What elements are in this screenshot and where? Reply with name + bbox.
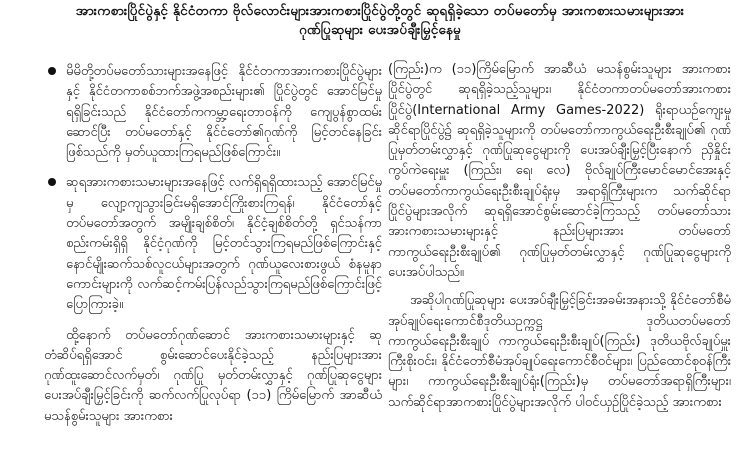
body-paragraph: (ကြည်း)က (၁၁)ကြိမ်မြောက် အာဆီယံ မသန်စွမ်းသူများ အားကစားပြိုင်ပွဲတွင် ဆုရရှိခဲ့သည့်သူများ၊ နိုင်ငံတကာတပ်မတော်အားကစားပြိုင်ပွဲ(International Army Games-2022) ရိုးရာယဉ်ကျေးမှုဆိုင်ရာပြိုင်ပွဲ၌ ဆုရရှိခဲ့သူများကို တပ်မတော်ကာကွယ်ရေးဦးစီးချုပ်၏ ဂုဏ်ပြုမှတ်တမ်းလွှာနှင့် ဂုဏ်ပြုဆုငွေများကို ပေးအပ်ချီးမြှင့်ပြီးနောက် ညှိနှိုင်းကွပ်ကဲရေးမှူး (ကြည်း၊ ရေ၊ လေ) ဗိုလ်ချုပ်ကြီးမောင်မောင်အေးနှင့် တပ်မတော်ကာကွယ်ရေးဦးစီးချုပ်ရုံးမှ အရာရှိကြီးများက သက်ဆိုင်ရာပြိုင်ပွဲများအလိုက် ဆုရရှိအောင်စွမ်းဆောင်ခဲ့ကြသည့် တပ်မတော်သား အားကစားသမားများနှင့် နည်းပြများအား တပ်မတော်ကာကွယ်ရေးဦးစီးချုပ်၏ ဂုဏ်ပြုမှတ်တမ်းလွှာနှင့် ဂုဏ်ပြုဆုငွေများကို ပေးအပ်ပါသည်။ <box>388 62 731 280</box>
bullet-text: မိမိတို့တပ်မတော်သားများအနေဖြင့် နိုင်ငံတကာအားကစားပြိုင်ပွဲများနှင့် နိုင်ငံတကာစစ်ဘက်အဖွဲ့အစည်းများ၏ ပြိုင်ပွဲတွင် အောင်မြင်မှုရရှိခြင်းသည် နိုင်ငံတော်ကကမ္ဘာ့ရေးတာဝန်ကို ကျေပွန်စွာထမ်းဆောင်ပြီး တပ်မတော်နှင့် နိုင်ငံတော်၏ဂုဏ်ကို မြင့်တင်နေခြင်းဖြစ်သည်ကို မှတ်ယူထားကြရမည်ဖြစ်ကြောင်း။ <box>66 64 382 161</box>
bullet-text: ဆုရအားကစားသမားများအနေဖြင့် လက်ရှိရရှိထားသည့် အောင်မြင်မှုမှ လျော့ကျသွားခြင်းမရှိအောင်ကြိုးစားကြရန်၊ နိုင်ငံတော်နှင့်တပ်မတော်အတွက် အမျိုးချစ်စိတ်၊ နိုင်ငံ့ချစ်စိတ်တို့ ရှင်သန်ကာစည်းကမ်းရှိရှိ နိုင်ငံ့ဂုဏ်ကို မြင့်တင်သွားကြရမည်ဖြစ်ကြောင်းနှင့် နောင်မျိုးဆက်သစ်လူငယ်များအတွက် ဂုဏ်ယူလေးစားဖွယ် စံနမူနာကောင်းများကို လက်ဆင့်ကမ်းပြန်လည်သွားကြရမည်ဖြစ်ကြောင်းဖြင့် ပြောကြားခဲ့။ <box>66 175 382 313</box>
article-headline <box>40 2 720 40</box>
left-column <box>44 62 382 435</box>
bullet-dot-icon <box>48 178 56 186</box>
headline-line-2: ဂုဏ်ပြုဆုများ ပေးအပ်ချီးမြှင့်နေမှု <box>299 22 461 38</box>
bullet-item <box>44 62 382 163</box>
bullet-item <box>44 173 382 315</box>
body-paragraph: ထို့နောက် တပ်မတော်ဂုဏ်ဆောင် အားကစားသမားများနှင့် ဆုတံဆိပ်ရရှိအောင် စွမ်းဆောင်ပေးနိုင်ခဲ့သည့် နည်းပြများအား ဂုဏ်ထူးဆောင်လက်မှတ်၊ ဂုဏ်ပြု မှတ်တမ်းလွှာနှင့် ဂုဏ်ပြုဆုငွေများ ပေးအပ်ချီးမြှင့်ခြင်းကို ဆက်လက်ပြုလုပ်ရာ (၁၁) ကြိမ်မြောက် အာဆီယံ မသန်စွမ်းသူများ အားကစား <box>44 327 382 424</box>
headline-line-1: အားကစားပြိုင်ပွဲနှင့် နိုင်ငံတကာ ဗိုလ်လောင်းများအားကစားပြိုင်ပွဲတို့တွင် ဆုရရှိခဲ့သော တပ်မတော်မှ အားကစားသမားများအား <box>75 3 685 19</box>
bullet-dot-icon <box>48 67 56 75</box>
body-paragraph: အဆိုပါဂုဏ်ပြုဆုများ ပေးအပ်ချီးမြှင့်ခြင်းအခမ်းအနားသို့ နိုင်ငံတော်စီမံအုပ်ချုပ်ရေးကောင်စီဒုတိယဥက္ကဋ္ဌ ဒုတိယတပ်မတော်ကာကွယ်ရေးဦးစီးချုပ် ကာကွယ်ရေးဦးစီးချုပ်(ကြည်း) ဒုတိယဗိုလ်ချုပ်မှူးကြီးစိုးဝင်း၊ နိုင်ငံတော်စီမံအုပ်ချုပ်ရေးကောင်စီဝင်များ၊ ပြည်ထောင်စုဝန်ကြီးများ၊ ကာကွယ်ရေးဦးစီးချုပ်ရုံး(ကြည်း)မှ တပ်မတော်အရာရှိကြီးများ၊ သက်ဆိုင်ရာအာကစားပြိုင်ပွဲများအလိုက် ပါဝင်ယှဉ်ပြိုင်ခဲ့သည့် အားကစား <box>388 293 731 410</box>
right-column <box>388 60 731 421</box>
